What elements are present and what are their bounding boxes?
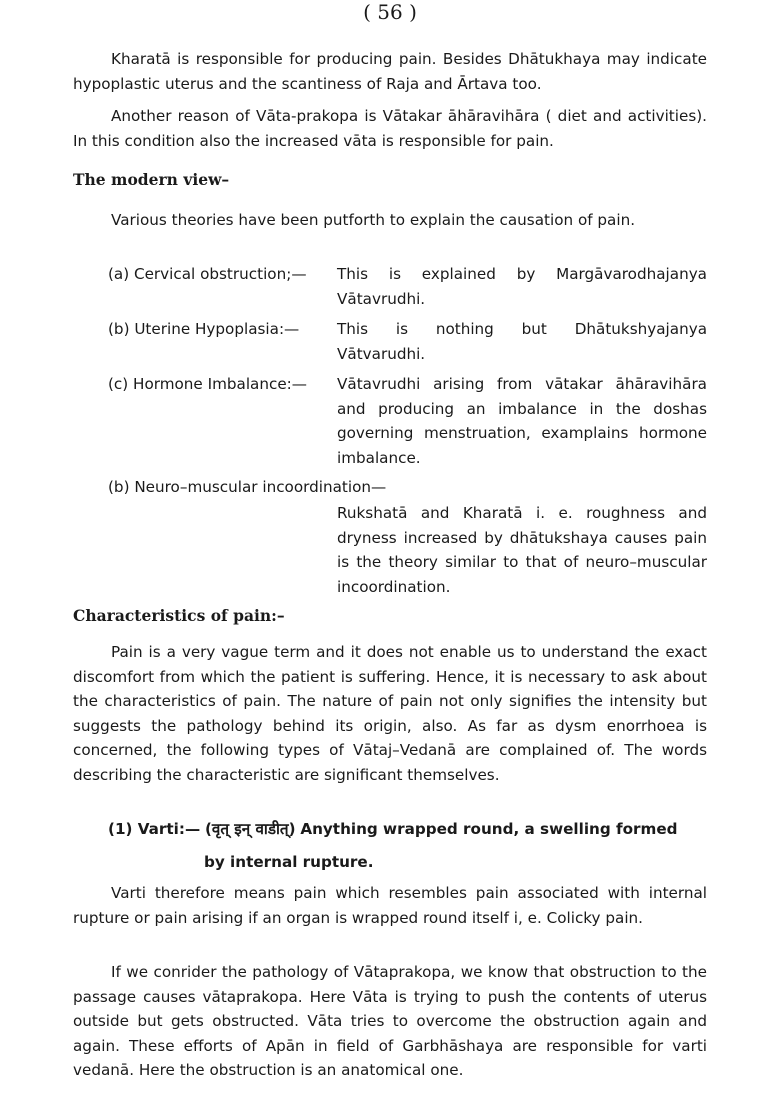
varti-sanskrit: (वृत् इन् वाडीत्) <box>204 820 296 838</box>
varti-label: (1) Varti:— <box>108 820 201 838</box>
page-number: ( 56 ) <box>363 0 417 24</box>
theory-c-text: Vātavrudhi arising from vātakar āhāravihāra and producing an imbalance in the doshas governing menstruation, examplains hormone imbalance. <box>337 375 707 467</box>
theory-d-label: (b) Neuro–muscular incoordination— <box>108 478 387 496</box>
paragraph-characteristics: Pain is a very vague term and it does not enable us to understand the exact discomfort from which the patient is suffering. Hence, it is necessary to ask about the characteristics of pain. The nature of pain not only signifies the intensity but suggests the pathology behind its origin, also. As far as dysm enorrhoea is concerned, the following types of Vātaj–Vedanā are complained of. The words describing the characteristic are significant themselves. <box>73 643 707 784</box>
theory-d-text: Rukshatā and Kharatā i. e. roughness and dryness increased by dhātukshaya causes pain is the theory similar to that of neuro–muscular incoordination. <box>337 504 707 596</box>
paragraph-vata-prakopa: Another reason of Vāta-prakopa is Vātakar āhāravihāra ( diet and activities). In this condition also the increased vāta is responsible for pain. <box>73 107 707 150</box>
heading-characteristics: Characteristics of pain:– <box>73 606 285 625</box>
theory-b-text: This is nothing but Dhātukshyajanya Vātvarudhi. <box>337 320 707 363</box>
paragraph-theories-intro: Various theories have been putforth to explain the causation of pain. <box>111 211 636 229</box>
theory-b-label: (b) Uterine Hypoplasia:— <box>108 320 300 338</box>
theory-a-label: (a) Cervical obstruction;— <box>108 265 307 283</box>
varti-entry <box>108 816 678 842</box>
theory-c-label: (c) Hormone Imbalance:— <box>108 375 307 393</box>
paragraph-pathology: If we conrider the pathology of Vātaprakopa, we know that obstruction to the passage causes vātaprakopa. Here Vāta is trying to push the contents of uterus outside but gets obstructed. Vāta tries to overcome the obstruction again and again. These efforts of Apān in field of Garbhāshaya are responsible for varti vedanā. Here the obstruction is an anatomical one. <box>73 963 707 1080</box>
theory-a-text: This is explained by Margāvarodhajanya Vātavrudhi. <box>337 265 707 308</box>
heading-modern-view: The modern view– <box>73 170 230 189</box>
paragraph-varti-meaning: Varti therefore means pain which resembles pain associated with internal rupture or pain arising if an organ is wrapped round itself i, e. Colicky pain. <box>73 884 707 927</box>
paragraph-kharata: Kharatā is responsible for producing pain. Besides Dhātukhaya may indicate hypoplastic uterus and the scantiness of Raja and Ārtava too. <box>73 50 707 93</box>
varti-definition-cont: by internal rupture. <box>204 853 374 871</box>
varti-definition: Anything wrapped round, a swelling formed <box>300 820 678 838</box>
